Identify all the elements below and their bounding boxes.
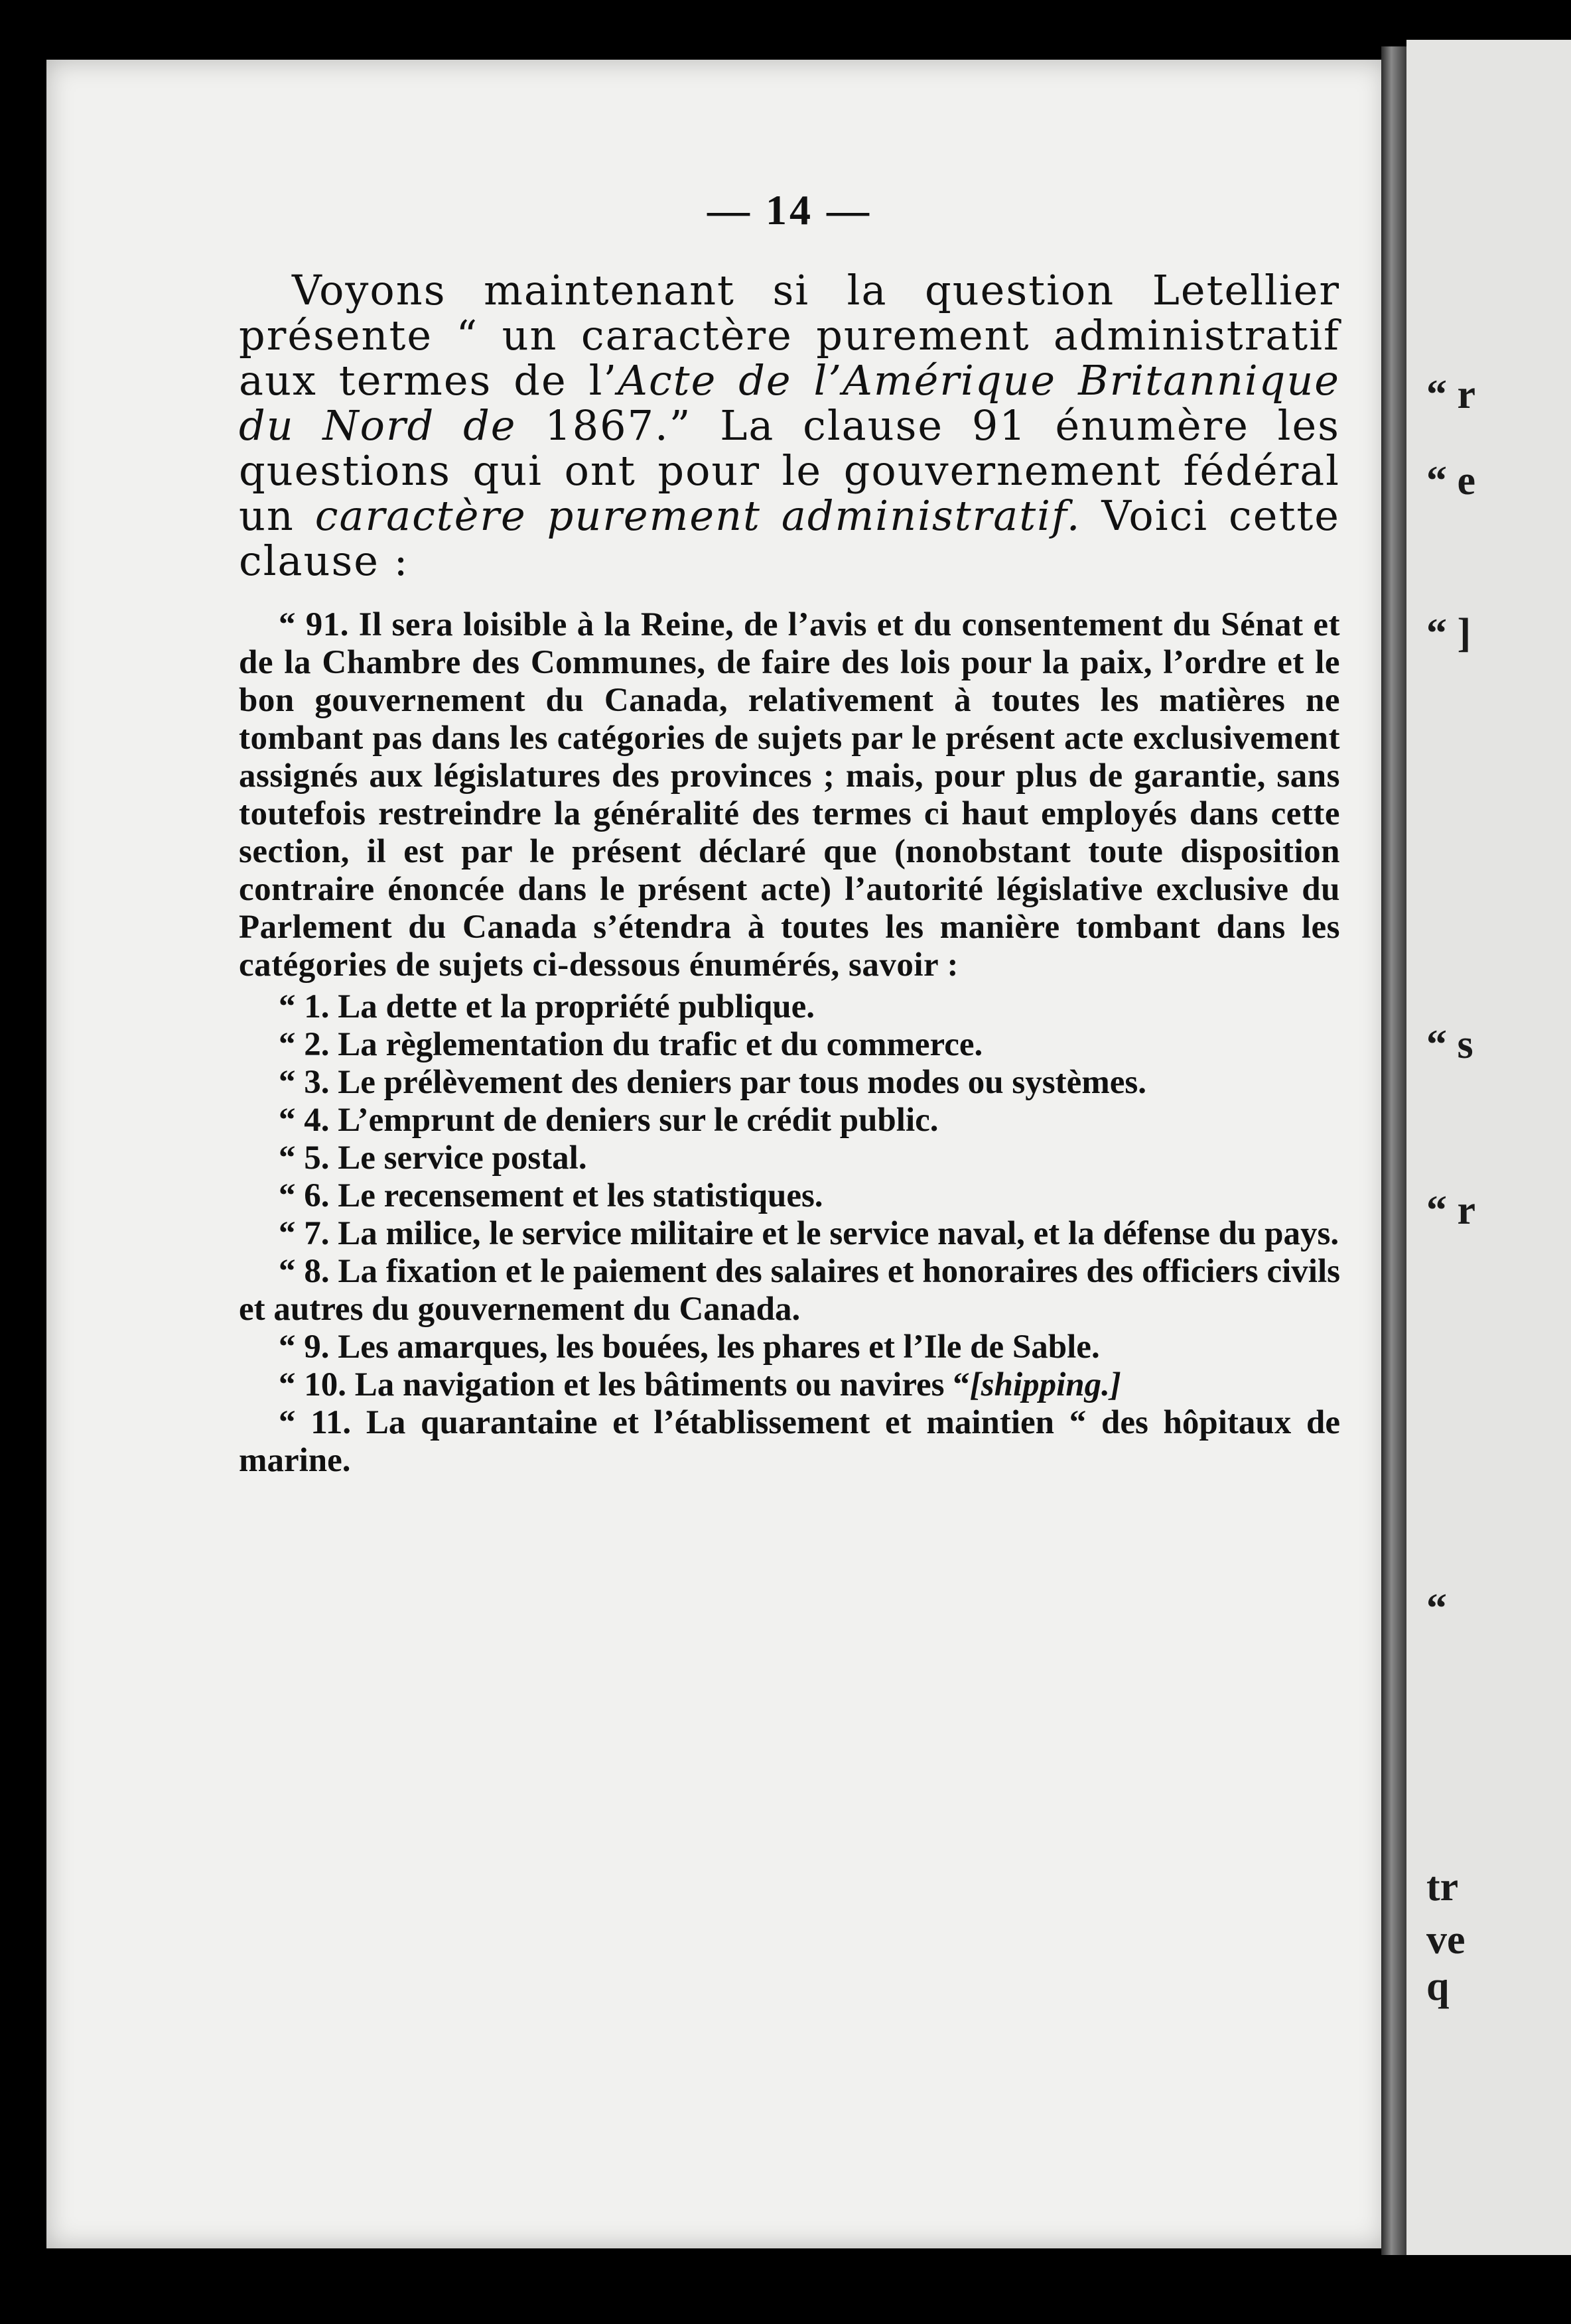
act-title: Acte de l’Amérique Britannique du Nord de [239, 356, 1340, 450]
fragment-text: “ r [1426, 1188, 1476, 1233]
clause-item-1: “ 1. La dette et la propriété publique. [279, 988, 815, 1025]
fragment-text: “ r [1426, 372, 1476, 417]
fragment-text: ve [1426, 1917, 1466, 1963]
page-content [239, 186, 1340, 1480]
fragment-text: tr [1426, 1864, 1459, 1909]
clause-91: “ 91. Il sera loisible à la Reine, de l’avis et du consentement du Sénat et de la Chambre des Communes, de faire des lois pour la paix, l’ordre et le bon gouvernement du Canada, relativement à toutes les matières ne tombant pas dans les catégories de sujets par le présent acte exclusivement assignés aux législatures des provinces ; mais, pour plus de garantie, sans toutefois restreindre la généralité des termes ci haut employés dans cette section, il est par le présent déclaré que (nonobstant toute disposition contraire énoncée dans le présent acte) l’autorité législative exclusive du Parlement du Canada s’étendra à toutes les manière tombant dans les catégories de sujets ci-dessous énumérés, savoir : [239, 606, 1340, 984]
fragment-text: “ e [1426, 458, 1476, 503]
clause-item-10-text: “ 10. La navigation et les bâtiments ou navires “ [279, 1366, 970, 1403]
clause-item-6: “ 6. Le recensement et les statistiques. [279, 1177, 823, 1214]
fragment-text: “ s [1426, 1022, 1473, 1067]
clause-item-3: “ 3. Le prélèvement des deniers par tous modes ou systèmes. [279, 1064, 1146, 1101]
scan-edge-top [0, 0, 1571, 53]
emphasis-administratif: caractère purement administratif. [314, 491, 1081, 540]
book-spine [1381, 46, 1406, 2262]
intro-text-1: Voyons maintenant si la question Letellier présente “ un caractère purement administratif aux termes de l’ [239, 266, 1340, 405]
intro-text-3: Voici cette clause : [239, 491, 1340, 585]
clause-item-9: “ 9. Les amarques, les bouées, les phares et l’Ile de Sable. [279, 1328, 1100, 1366]
clause-item-4: “ 4. L’emprunt de deniers sur le crédit public. [279, 1102, 939, 1139]
book-page [46, 60, 1387, 2248]
fragment-text: “ ] [1426, 611, 1471, 656]
clause-item-7: “ 7. La milice, le service militaire et le service naval, et la défense du pays. [279, 1215, 1339, 1252]
page-number: — 14 — [707, 186, 872, 233]
clause-item-5: “ 5. Le service postal. [279, 1139, 587, 1177]
intro-text-2: 1867.” La clause 91 énumère les questions qui ont pour le gouvernement fédéral un [239, 401, 1341, 540]
scan-edge-bottom [0, 2255, 1571, 2324]
intro-paragraph [239, 268, 1340, 584]
fragment-text: q [1426, 1964, 1450, 2009]
clause-item-11: “ 11. La quarantaine et l’établissement et maintien “ des hôpitaux de marine. [239, 1404, 1340, 1479]
clause-item-10-shipping: [shipping.] [969, 1366, 1121, 1403]
adjacent-page-fragment [1406, 40, 1571, 2262]
fragment-text: “ [1426, 1586, 1447, 1631]
clause-item-10 [239, 1366, 1340, 1404]
clause-item-2: “ 2. La règlementation du trafic et du commerce. [279, 1026, 983, 1063]
clause-item-8: “ 8. La fixation et le paiement des salaires et honoraires des officiers civils et autres du gouvernement du Canada. [239, 1253, 1340, 1328]
